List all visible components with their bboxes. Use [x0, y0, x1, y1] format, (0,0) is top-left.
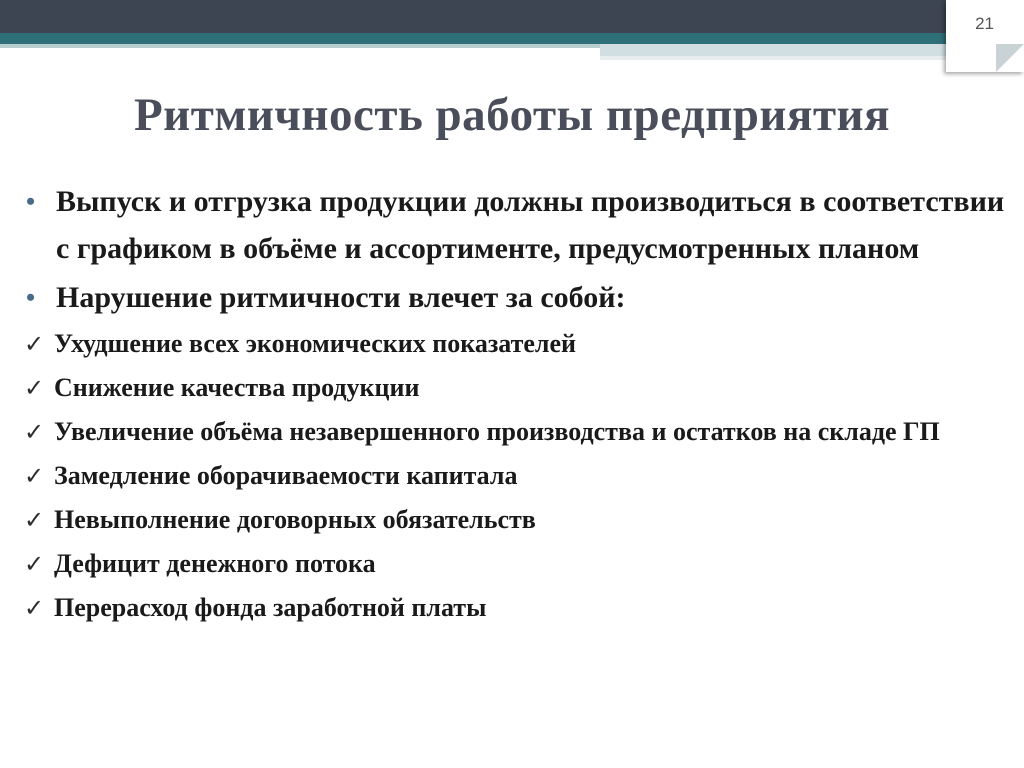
- header-band-teal: [0, 33, 1024, 44]
- check-item: [26, 323, 1006, 365]
- bullet-text: Нарушение ритмичности влечет за собой:: [56, 281, 626, 314]
- check-mark-icon: ✓: [24, 506, 45, 534]
- slide-number: 21: [975, 14, 994, 33]
- check-item: [26, 367, 1006, 409]
- check-mark-icon: ✓: [24, 330, 45, 358]
- page-fold-icon: [996, 44, 1024, 72]
- check-text: Перерасход фонда заработной платы: [54, 593, 487, 622]
- check-item: [26, 499, 1006, 541]
- check-text: Снижение качества продукции: [54, 373, 420, 402]
- check-item: [26, 411, 1006, 453]
- bullet-dot-icon: •: [26, 283, 36, 312]
- check-text: Ухудшение всех экономических показателей: [54, 329, 577, 358]
- check-text: Увеличение объёма незавершенного производства и остатков на складе ГП: [54, 417, 940, 446]
- check-item: [26, 455, 1006, 497]
- check-mark-icon: ✓: [24, 462, 45, 490]
- bullet-dot-icon: •: [26, 187, 36, 216]
- check-mark-icon: ✓: [24, 418, 45, 446]
- check-text: Дефицит денежного потока: [54, 549, 376, 578]
- slide-title: Ритмичность работы предприятия: [133, 89, 891, 141]
- bullet-item: [26, 178, 1006, 272]
- bullet-text: Выпуск и отгрузка продукции должны производиться в соответствии с графиком в объёме и ассортименте, предусмотренных планом: [56, 185, 1005, 265]
- check-mark-icon: ✓: [24, 594, 45, 622]
- check-text: Невыполнение договорных обязательств: [54, 505, 536, 534]
- slide-content: [26, 178, 1006, 629]
- header-band-dark: [0, 0, 1024, 33]
- check-item: [26, 543, 1006, 585]
- bullet-item: [26, 274, 1006, 321]
- check-text: Замедление оборачиваемости капитала: [54, 461, 518, 490]
- check-mark-icon: ✓: [24, 550, 45, 578]
- check-mark-icon: ✓: [24, 374, 45, 402]
- check-item: [26, 587, 1006, 629]
